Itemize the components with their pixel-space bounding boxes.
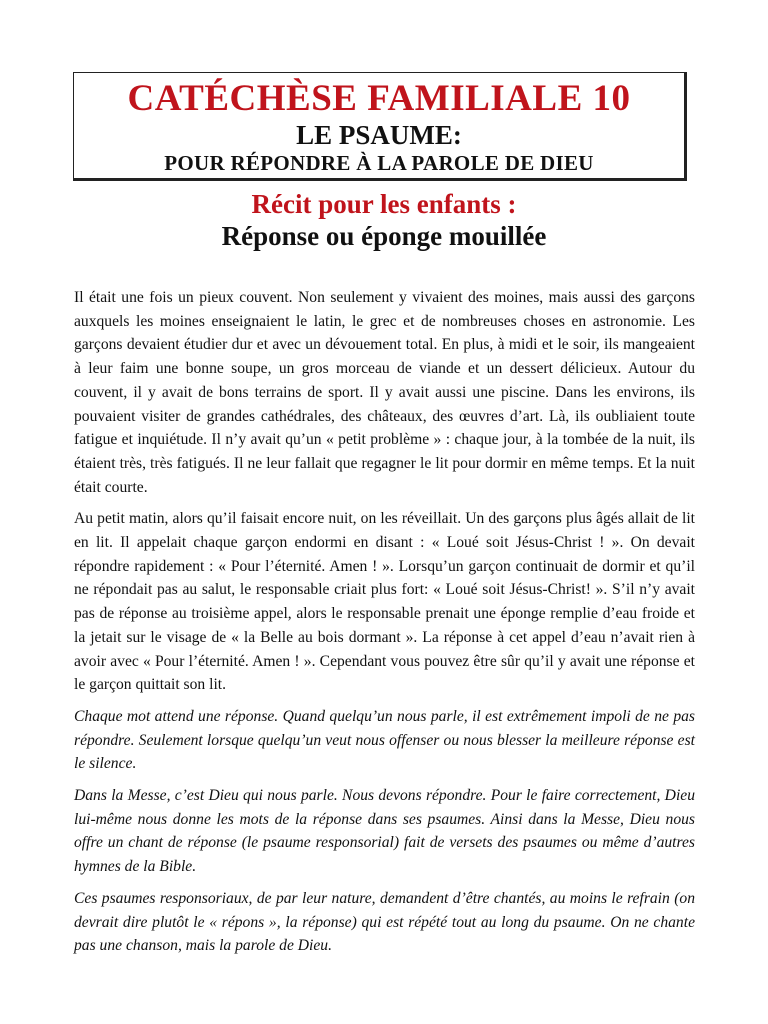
story-title: Réponse ou éponge mouillée — [221, 221, 547, 251]
story-label: Récit pour les enfants : — [251, 189, 517, 219]
body-text — [74, 286, 695, 966]
paragraph-italic: Ces psaumes responsoriaux, de par leur nature, demandent d’être chantés, au moins le refrain (on devrait dire plutôt le « répons », la réponse) qui est répété tout au long du psaume. On ne chante pas une chanson, mais la parole de Dieu. — [74, 889, 695, 955]
paragraph-italic: Dans la Messe, c’est Dieu qui nous parle. Nous devons répondre. Pour le faire correctement, Dieu lui-même nous donne les mots de la réponse dans ses psaumes. Ainsi dans la Messe, Dieu nous offre un chant de réponse (le psaume responsorial) fait de versets des psaumes ou même d’autres hymnes de la Bible. — [74, 787, 695, 876]
paragraph-italic: Chaque mot attend une réponse. Quand quelqu’un nous parle, il est extrêmement impoli de ne pas répondre. Seulement lorsque quelqu’un veut nous offenser ou nous blesser la meilleure réponse est le silence. — [74, 707, 695, 773]
main-title: CATÉCHÈSE FAMILIALE 10 — [127, 78, 631, 119]
title-box — [73, 72, 687, 181]
subtitle-respond: POUR RÉPONDRE À LA PAROLE DE DIEU — [164, 151, 594, 175]
subtitle-psalm: LE PSAUME: — [296, 120, 462, 150]
story-heading — [0, 188, 768, 252]
paragraph: Il était une fois un pieux couvent. Non seulement y vivaient des moines, mais aussi des garçons auxquels les moines enseignaient le latin, le grec et de nombreuses choses en astronomie. Les garçons devaient étudier dur et avec un dévouement total. En plus, à midi et le soir, ils mangeaient à leur faim une bonne soupe, un gros morceau de viande et un dessert délicieux. Autour du couvent, il y avait de bons terrains de sport. Il y avait aussi une piscine. Dans les environs, ils pouvaient visiter de grandes cathédrales, des châteaux, des œuvres d’art. Là, ils oubliaient toute fatigue et inquiétude. Il n’y avait qu’un « petit problème » : chaque jour, à la tombée de la nuit, ils étaient très, très fatigués. Il ne leur fallait que regagner le lit pour dormir en même temps. Et la nuit était courte. — [74, 289, 695, 496]
paragraph: Au petit matin, alors qu’il faisait encore nuit, on les réveillait. Un des garçons plus âgés allait de lit en lit. Il appelait chaque garçon endormi en disant : « Loué soit Jésus-Christ ! ». On devait répondre rapidement : « Pour l’éternité. Amen ! ». Lorsqu’un garçon continuait de dormir et qu’il ne répondait pas au salut, le responsable criait plus fort: « Loué soit Jésus-Christ! ». S’il n’y avait pas de réponse au troisième appel, alors le responsable prenait une éponge remplie d’eau froide et la jetait sur le visage de « la Belle au bois dormant ». La réponse à cet appel d’eau n’avait rien à avoir avec « Pour l’éternité. Amen ! ». Cependant vous pouvez être sûr qu’il y avait une réponse et le garçon quittait son lit. — [74, 510, 695, 694]
